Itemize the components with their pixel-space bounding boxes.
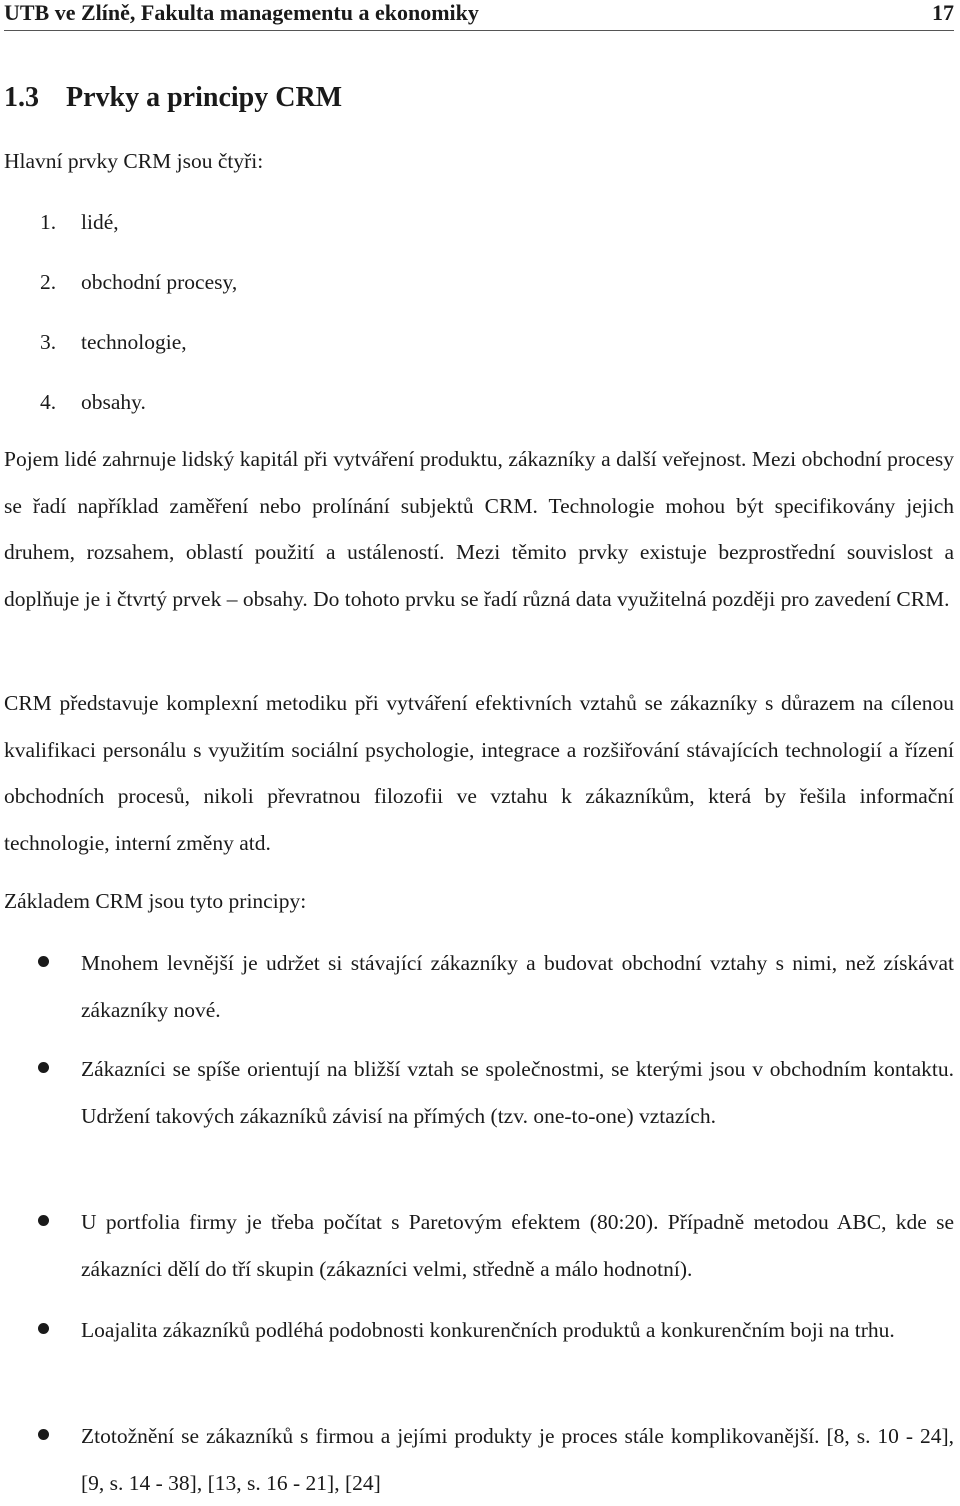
- elements-list: [40, 206, 237, 446]
- section-number: 1.3: [4, 82, 39, 113]
- paragraph-crm-definition: CRM představuje komplexní metodiku při vytváření efektivních vztahů se zákazníky s důrazem na cílenou kvalifikaci personálu s využitím sociální psychologie, integrace a rozšiřování stávajících technologií a řízení obchodních procesů, nikoli převratnou filozofii ve vztahu k zákazníkům, která by řešila informační technologie, interní změny atd.: [4, 691, 954, 855]
- section-heading: [4, 80, 342, 116]
- bullet-icon: [38, 956, 49, 967]
- list-item: 3. technologie,: [40, 330, 187, 354]
- list-item: 2. obchodní procesy,: [40, 270, 238, 294]
- paragraph-elements: Pojem lidé zahrnuje lidský kapitál při vytváření produktu, zákazníky a další veřejnost. Mezi obchodní procesy se řadí například zaměření nebo prolínání subjektů CRM. Technologie mohou být specifikovány jejich druhem, rozsahem, oblastí použití a ustáleností. Mezi těmito prvky existuje bezprostřední souvislost a doplňuje je i čtvrtý prvek – obsahy. Do tohoto prvku se řadí různá data využitelná později pro zavedení CRM.: [4, 447, 954, 611]
- bullet-icon: [38, 1429, 49, 1440]
- intro-text: Hlavní prvky CRM jsou čtyři:: [4, 149, 264, 173]
- header-title: UTB ve Zlíně, Fakulta managementu a ekonomiky: [4, 0, 479, 25]
- principles-intro: Základem CRM jsou tyto principy:: [4, 889, 307, 913]
- running-header: [4, 0, 954, 31]
- section-title-text: Prvky a principy CRM: [66, 82, 343, 113]
- page-number: 17: [932, 0, 954, 25]
- bullet-icon: [38, 1062, 49, 1073]
- document-page: UTB ve Zlíně, Fakulta managementu a ekonomiky 17 1.3 Prvky a principy CRM Hlavní prvky CRM jsou čtyři: 1. lidé, 2. obchodní procesy, 3. technologie, 4. obsahy. Pojem lidé zahrnuje lidský kapitál při vytváření produktu, zákazníky a další veřejnost. Mezi obchodní procesy se řadí například zaměření nebo prolínání subjektů CRM. Technologie mohou být specifikovány jejich druhem, rozsahem, oblastí použití a ustáleností. Mezi těmito prvky existuje bezprostřední souvislost a doplňuje je i čtvrtý prvek – obsahy. Do tohoto prvku se řadí různá data využitelná později pro zavedení CRM. CRM představuje komplexní metodiku při vytváření efektivních vztahů se zákazníky s důrazem na cílenou kvalifikaci personálu s využitím sociální psychologie, integrace a rozšiřování stávajících technologií a řízení obchodních procesů, nikoli převratnou filozofii ve vztahu k zákazníkům, která by řešila informační technologie, interní změny atd. Základem CRM jsou tyto principy: Mnohem levnější je udržet si stávající zákazníky a budovat obchodní vztahy s nimi, než získávat zákazníky nové. Zákazníci se spíše orientují na bližší vztah se společnostmi, se kterými jsou v obchodním kontaktu. Udržení takových zákazníků závisí na přímých (tzv. one-to-one) vztazích. U portfolia firmy je třeba počítat s Paretovým efektem (80:20). Případně metodou ABC, kde se zákazníci dělí do tří skupin (zákazníci velmi, středně a málo hodnotní). Loajalita zákazníků podléhá podobnosti konkurenčních produktů a konkurenčním boji na trhu. Ztotožnění se zákazníků s firmou a jejími produkty je proces stále komplikovanější. [8, s. 10 - 24], [9, s. 14 - 38], [13, s. 16 - 21], [24]: [4, 0, 954, 1495]
- list-item: 4. obsahy.: [40, 390, 146, 414]
- list-item: 1. lidé,: [40, 210, 119, 234]
- bullet-icon: [38, 1323, 49, 1334]
- bullet-icon: [38, 1215, 49, 1226]
